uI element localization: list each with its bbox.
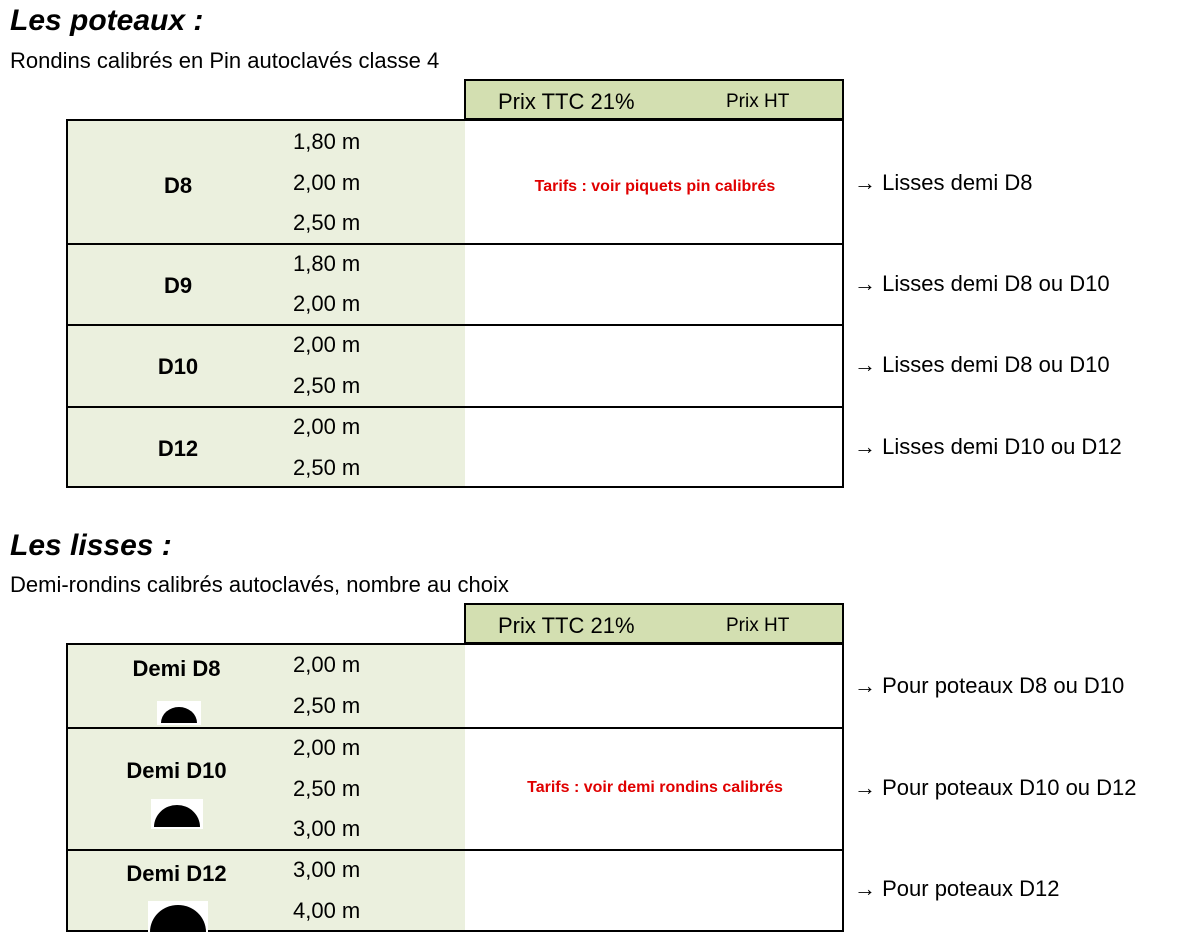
- lisse-code: Demi D8: [132, 656, 221, 681]
- length-value: 2,00 m: [293, 414, 361, 439]
- lisses-compat-note: → Lisses demi D8: [854, 170, 1033, 195]
- length-value: 1,80 m: [293, 251, 361, 276]
- table-row: [68, 324, 842, 406]
- length-value: 2,00 m: [293, 170, 361, 195]
- length-value: 2,00 m: [293, 735, 361, 760]
- lisses-table: [66, 643, 844, 932]
- table-row: [68, 645, 842, 727]
- table-row: [68, 727, 842, 849]
- lisses-compat-note: → Lisses demi D8 ou D10: [854, 271, 1110, 296]
- table-row: [68, 243, 842, 324]
- length-value: 2,00 m: [293, 291, 361, 316]
- poteaux-compat-note: → Pour poteaux D10 ou D12: [854, 775, 1137, 800]
- length-value: 2,50 m: [293, 776, 361, 801]
- poteaux-compat-note: → Pour poteaux D12: [854, 876, 1060, 901]
- length-value: 2,00 m: [293, 332, 361, 357]
- half-log-section-icon: [157, 701, 201, 725]
- length-value: 2,50 m: [293, 210, 361, 235]
- table-row: [68, 406, 842, 486]
- poteaux-title: Les poteaux :: [10, 4, 204, 37]
- table-row: [68, 849, 842, 930]
- poteau-code: D8: [163, 173, 193, 198]
- table-row: [68, 121, 842, 243]
- length-value: 2,00 m: [293, 652, 361, 677]
- poteaux-price-header: [464, 79, 844, 120]
- lisse-code: Demi D12: [126, 861, 227, 886]
- poteau-code: D9: [163, 273, 193, 298]
- lisses-compat-note: → Lisses demi D8 ou D10: [854, 352, 1110, 377]
- poteaux-subtitle: Rondins calibrés en Pin autoclavés classe 4: [10, 48, 440, 73]
- length-value: 3,00 m: [293, 816, 361, 841]
- price-ht-header: Prix HT: [726, 615, 790, 636]
- length-value: 1,80 m: [293, 129, 361, 154]
- length-value: 4,00 m: [293, 898, 361, 923]
- tarif-note: Tarifs : voir demi rondins calibrés: [527, 779, 783, 796]
- poteau-code: D12: [157, 436, 199, 461]
- price-ht-header: Prix HT: [726, 91, 790, 112]
- price-ttc-header: Prix TTC 21%: [498, 613, 635, 638]
- price-ttc-header: Prix TTC 21%: [498, 89, 635, 114]
- tarif-note: Tarifs : voir piquets pin calibrés: [534, 178, 776, 195]
- lisses-compat-note: → Lisses demi D10 ou D12: [854, 434, 1122, 459]
- poteau-code: D10: [157, 354, 199, 379]
- poteaux-table: [66, 119, 844, 488]
- lisses-subtitle: Demi-rondins calibrés autoclavés, nombre au choix: [10, 572, 509, 597]
- lisses-price-header: [464, 603, 844, 644]
- half-log-section-icon: [151, 799, 203, 829]
- poteaux-compat-note: → Pour poteaux D8 ou D10: [854, 673, 1125, 698]
- length-value: 2,50 m: [293, 455, 361, 480]
- lisse-code: Demi D10: [126, 758, 227, 783]
- length-value: 3,00 m: [293, 857, 361, 882]
- half-log-section-icon: [148, 901, 208, 932]
- length-value: 2,50 m: [293, 693, 361, 718]
- length-value: 2,50 m: [293, 373, 361, 398]
- lisses-title: Les lisses :: [10, 529, 172, 562]
